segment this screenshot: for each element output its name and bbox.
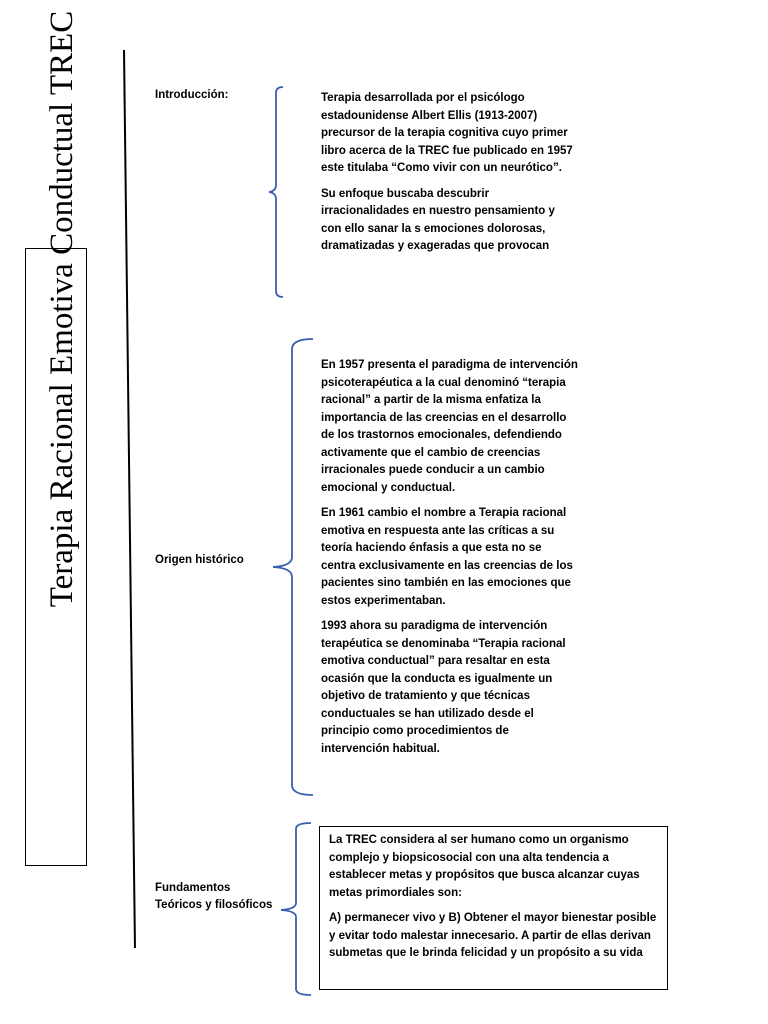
section-label-introduccion: Introducción: (155, 89, 229, 101)
paragraph: A) permanecer vivo y B) Obtener el mayor bienestar posible y evitar todo malestar innecesario. A partir de ellas derivan submetas que le brinda felicidad y un propósito a su vida (329, 912, 657, 959)
paragraph: Terapia desarrollada por el psicólogo estadounidense Albert Ellis (1913-2007) precursor de la terapia cognitiva cuyo primer libro acerca de la TREC fue publicado en 1957 este titulaba “Como vivir con un neurótico”. (321, 92, 573, 174)
section-label-fundamentos (155, 880, 272, 914)
paragraph: Su enfoque buscaba descubrir irracionalidades en nuestro pensamiento y con ello sanar la s emociones dolorosas, dramatizadas y exageradas que provocan (321, 187, 555, 252)
section-text-introduccion (321, 90, 573, 264)
label-line: Fundamentos (155, 882, 231, 894)
main-connector-line (123, 50, 136, 948)
brace-origen (270, 337, 316, 799)
brace-introduccion (266, 85, 286, 299)
brace-fundamentos (278, 821, 314, 999)
label-line: Teóricos y filosóficos (155, 899, 273, 911)
section-text-fundamentos (319, 826, 668, 990)
paragraph: En 1957 presenta el paradigma de intervención psicoterapéutica a la cual denominó “terapia racional” a partir de la misma enfatiza la importancia de las creencias en el desarrollo de los trastornos emocionales, defendiendo activamente que el cambio de creencias irracionales puede conducir a un cambio emocional y conductual. (321, 359, 578, 494)
paragraph: En 1961 cambio el nombre a Terapia racional emotiva en respuesta ante las críticas a su teoría haciendo énfasis a que esta no se centra exclusivamente en las creencias de los pacientes sino también en las emociones que estos experimentaban. (321, 507, 573, 607)
paragraph: 1993 ahora su paradigma de intervención terapéutica se denominaba “Terapia racional emotiva conductual” para resaltar en esta ocasión que la conducta es igualmente un objetivo de tratamiento y que técnicas conductuales se han utilizado desde el principio como procedimientos de intervención habitual. (321, 620, 566, 755)
section-label-origen: Origen histórico (155, 554, 244, 566)
section-text-origen (321, 357, 579, 766)
page-title: Terapia Racional Emotiva Conductual TREC (44, 10, 80, 608)
paragraph: La TREC considera al ser humano como un organismo complejo y biopsicosocial con una alta tendencia a establecer metas y propósitos que busca alcanzar cuyas metas primordiales son: (329, 834, 640, 899)
